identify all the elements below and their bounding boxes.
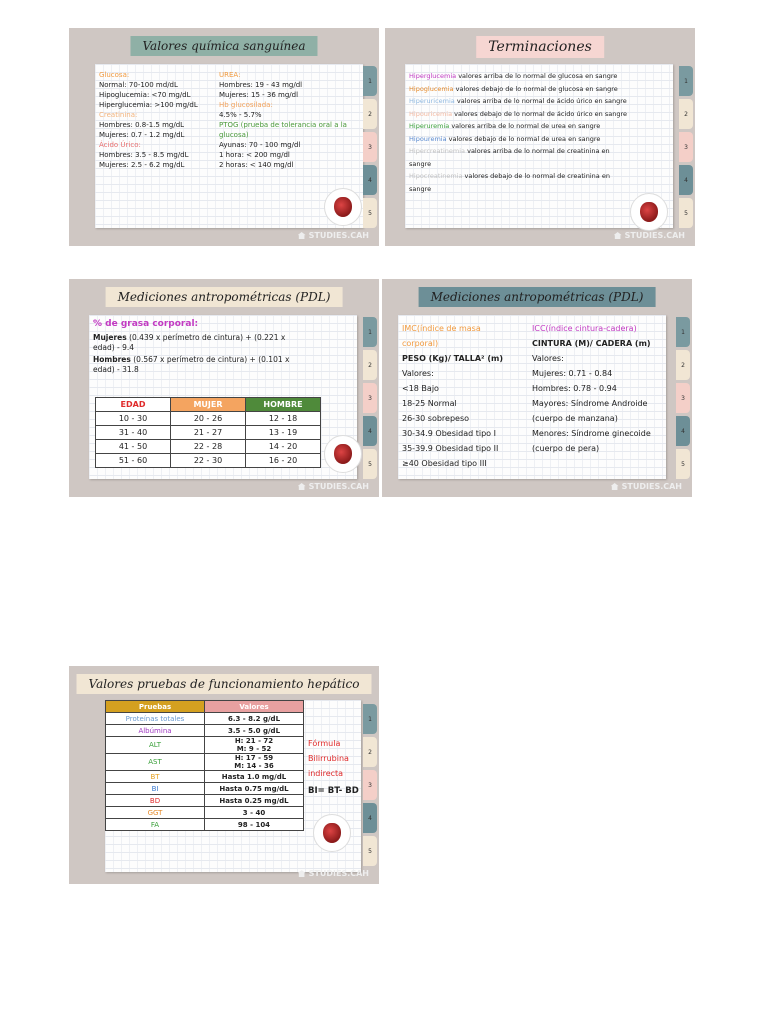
text-line: Creatinina: bbox=[99, 111, 138, 119]
formula-title-line: Bilirrubina bbox=[308, 754, 349, 763]
card-paper bbox=[95, 64, 363, 228]
house-icon bbox=[298, 870, 306, 877]
test-value-cell bbox=[205, 783, 304, 795]
house-icon bbox=[298, 232, 306, 239]
header-cell: MUJER bbox=[171, 398, 246, 412]
logo-heart bbox=[630, 193, 668, 231]
text-line: PESO (Kg)/ TALLA² (m) bbox=[402, 354, 503, 363]
text-line: ≥40 Obesidad tipo III bbox=[402, 459, 487, 468]
formula-bi: BI= BT- BD bbox=[308, 786, 359, 796]
table-row bbox=[106, 754, 304, 771]
tab-1: 1 bbox=[363, 704, 377, 734]
table-cell: 22 - 28 bbox=[171, 440, 246, 454]
text-line: 26-30 sobrepeso bbox=[402, 414, 470, 423]
definition-line bbox=[409, 183, 627, 196]
test-value-cell bbox=[205, 737, 304, 754]
text-line: Ayunas: 70 - 100 mg/dl bbox=[219, 141, 301, 149]
definition: valores debajo de lo normal de glucosa en sangre bbox=[453, 84, 618, 93]
logo-heart bbox=[324, 188, 362, 226]
mujeres-formula-text: (0.439 x perímetro de cintura) + (0.221 x bbox=[126, 333, 286, 342]
tab-4: 4 bbox=[363, 416, 377, 446]
text-line: ICC(índice cintura-cadera) bbox=[532, 324, 637, 333]
tab-3: 3 bbox=[679, 132, 693, 162]
card-title: Valores química sanguínea bbox=[130, 36, 317, 56]
table-header-row bbox=[106, 701, 304, 713]
brand-label: STUDIES.CAH bbox=[621, 482, 682, 491]
brand-label: STUDIES.CAH bbox=[308, 869, 369, 878]
tab-2: 2 bbox=[363, 350, 377, 380]
tab-2: 2 bbox=[363, 99, 377, 129]
text-line: glucosa) bbox=[219, 131, 249, 139]
tab-3: 3 bbox=[676, 383, 690, 413]
table-cell: 10 - 30 bbox=[96, 412, 171, 426]
table-row bbox=[96, 426, 321, 440]
definition: sangre bbox=[409, 184, 432, 193]
definition: valores arriba de lo normal de ácido úrico en sangre bbox=[454, 97, 627, 105]
card-paper bbox=[89, 315, 357, 479]
logo-heart bbox=[324, 435, 362, 473]
table-cell: 51 - 60 bbox=[96, 454, 171, 468]
logo-heart bbox=[313, 814, 351, 852]
test-name-cell: GGT bbox=[106, 807, 205, 819]
text-line: Hb glucosilada: bbox=[219, 101, 273, 109]
table-row bbox=[106, 737, 304, 754]
table-row bbox=[106, 819, 304, 831]
term: Hipoglucemia bbox=[409, 84, 454, 93]
heart-icon bbox=[640, 202, 658, 222]
definition-line bbox=[409, 170, 627, 183]
tab-4: 4 bbox=[679, 165, 693, 195]
column-icc bbox=[532, 321, 651, 456]
tab-3: 3 bbox=[363, 383, 377, 413]
test-name-cell: Albúmina bbox=[106, 725, 205, 737]
text-line: Hombres: 0.8-1.5 mg/dL bbox=[99, 121, 185, 129]
heart-icon bbox=[334, 197, 352, 217]
card-funcion-hepatica bbox=[69, 666, 379, 884]
test-name-cell: BT bbox=[106, 771, 205, 783]
text-line: 2 horas: < 140 mg/dl bbox=[219, 161, 294, 169]
definition-line bbox=[409, 108, 627, 121]
value-line: 3 - 40 bbox=[242, 808, 266, 817]
grasa-table bbox=[95, 397, 321, 468]
text-line: (cuerpo de manzana) bbox=[532, 414, 618, 423]
text-line: <18 Bajo bbox=[402, 384, 439, 393]
term: Hiperuricemia bbox=[409, 97, 455, 105]
text-line: Mujeres: 15 - 36 mg/dl bbox=[219, 91, 299, 99]
test-value-cell bbox=[205, 819, 304, 831]
table-row bbox=[106, 807, 304, 819]
text-line: 35-39.9 Obesidad tipo II bbox=[402, 444, 499, 453]
text-line: Hipoglucemia: <70 mg/dL bbox=[99, 91, 191, 99]
test-value-cell bbox=[205, 795, 304, 807]
text-line: Mujeres: 0.7 - 1.2 mg/dL bbox=[99, 131, 185, 139]
table-row bbox=[106, 783, 304, 795]
term: Hiperglucemia bbox=[409, 72, 457, 80]
formula-title-line: Fórmula bbox=[308, 739, 341, 748]
definition: valores debajo de lo normal de urea en sangre bbox=[446, 134, 601, 143]
tab-strip bbox=[363, 66, 377, 231]
tab-strip bbox=[679, 66, 693, 231]
text-line: Valores: bbox=[532, 354, 564, 363]
test-name-cell: AST bbox=[106, 754, 205, 771]
header-cell: Pruebas bbox=[106, 701, 205, 713]
hepatic-table bbox=[105, 700, 304, 831]
brand-footer bbox=[614, 231, 685, 240]
value-line: Hasta 1.0 mg/dL bbox=[221, 772, 287, 781]
brand-footer bbox=[298, 869, 369, 878]
test-name-cell: FA bbox=[106, 819, 205, 831]
table-row bbox=[106, 725, 304, 737]
card-title: Terminaciones bbox=[476, 36, 604, 58]
tab-strip bbox=[676, 317, 690, 482]
mujeres-formula bbox=[93, 333, 285, 353]
definition-line bbox=[409, 83, 627, 96]
table-cell: 41 - 50 bbox=[96, 440, 171, 454]
definition: valores arriba de lo normal de urea en sangre bbox=[449, 122, 601, 130]
definition-line bbox=[409, 133, 627, 146]
text-line: Ácido Úrico: bbox=[99, 141, 141, 149]
tab-2: 2 bbox=[676, 350, 690, 380]
test-name-cell: BD bbox=[106, 795, 205, 807]
card-grasa-corporal bbox=[69, 279, 379, 497]
house-icon bbox=[298, 483, 306, 490]
brand-label: STUDIES.CAH bbox=[308, 231, 369, 240]
heart-icon bbox=[323, 823, 341, 843]
table-cell: 14 - 20 bbox=[246, 440, 321, 454]
test-name-cell: ALT bbox=[106, 737, 205, 754]
table-row bbox=[96, 440, 321, 454]
text-line: Hiperglucemia: >100 mg/dL bbox=[99, 101, 198, 109]
term: Hipocreatinemia bbox=[409, 172, 463, 180]
mujeres-label: Mujeres bbox=[93, 333, 127, 342]
text-line: Valores: bbox=[402, 369, 434, 378]
definition: sangre bbox=[409, 159, 432, 168]
value-line: H: 21 - 72 bbox=[234, 737, 274, 745]
table-row bbox=[96, 412, 321, 426]
tab-1: 1 bbox=[363, 317, 377, 347]
tab-1: 1 bbox=[676, 317, 690, 347]
brand-footer bbox=[298, 231, 369, 240]
definition-line bbox=[409, 120, 627, 133]
tab-strip bbox=[363, 317, 377, 482]
heart-icon bbox=[334, 444, 352, 464]
table-row bbox=[106, 713, 304, 725]
house-icon bbox=[614, 232, 622, 239]
text-line: Glucosa: bbox=[99, 71, 130, 79]
hombres-label: Hombres bbox=[93, 355, 131, 364]
table-row bbox=[96, 454, 321, 468]
text-line: Mujeres: 0.71 - 0.84 bbox=[532, 369, 613, 378]
definition-line bbox=[409, 70, 627, 83]
table-cell: 21 - 27 bbox=[171, 426, 246, 440]
tab-5: 5 bbox=[363, 198, 377, 228]
test-value-cell bbox=[205, 754, 304, 771]
definition: valores arriba de lo normal de glucosa en sangre bbox=[456, 72, 618, 80]
test-value-cell bbox=[205, 771, 304, 783]
tab-3: 3 bbox=[363, 132, 377, 162]
text-line: PTOG (prueba de tolerancia oral a la bbox=[219, 121, 347, 129]
tab-5: 5 bbox=[676, 449, 690, 479]
formula-title bbox=[308, 736, 349, 781]
brand-label: STUDIES.CAH bbox=[624, 231, 685, 240]
hombres-formula bbox=[93, 355, 289, 375]
value-line: M: 14 - 36 bbox=[234, 762, 274, 770]
card-paper bbox=[398, 315, 666, 479]
hombres-formula-text-2: edad) - 31.8 bbox=[93, 365, 139, 374]
table-cell: 22 - 30 bbox=[171, 454, 246, 468]
brand-footer bbox=[611, 482, 682, 491]
card-title: Valores pruebas de funcionamiento hepático bbox=[77, 674, 372, 694]
tab-5: 5 bbox=[363, 449, 377, 479]
column-right bbox=[219, 70, 347, 170]
card-quimica-sanguinea bbox=[69, 28, 379, 246]
text-line: Hombres: 0.78 - 0.94 bbox=[532, 384, 617, 393]
table-cell: 20 - 26 bbox=[171, 412, 246, 426]
tab-4: 4 bbox=[676, 416, 690, 446]
test-value-cell bbox=[205, 713, 304, 725]
table-cell: 16 - 20 bbox=[246, 454, 321, 468]
house-icon bbox=[611, 483, 619, 490]
text-line: Mujeres: 2.5 - 6.2 mg/dL bbox=[99, 161, 185, 169]
definition: valores debajo de lo normal de ácido úrico en sangre bbox=[452, 109, 627, 118]
tab-5: 5 bbox=[363, 836, 377, 866]
definition-line bbox=[409, 145, 627, 158]
tab-1: 1 bbox=[679, 66, 693, 96]
text-line: Hombres: 3.5 - 8.5 mg/dL bbox=[99, 151, 189, 159]
card-title: Mediciones antropométricas (PDL) bbox=[419, 287, 656, 307]
tab-4: 4 bbox=[363, 165, 377, 195]
text-line: 4.5% - 5.7% bbox=[219, 111, 262, 119]
value-line: Hasta 0.25 mg/dL bbox=[219, 796, 289, 805]
tab-2: 2 bbox=[363, 737, 377, 767]
definition-list bbox=[409, 70, 627, 195]
brand-footer bbox=[298, 482, 369, 491]
column-imc bbox=[402, 321, 503, 471]
test-name-cell: BI bbox=[106, 783, 205, 795]
text-line: (cuerpo de pera) bbox=[532, 444, 600, 453]
header-cell: HOMBRE bbox=[246, 398, 321, 412]
value-line: 98 - 104 bbox=[237, 820, 271, 829]
card-title: Mediciones antropométricas (PDL) bbox=[106, 287, 343, 307]
text-line: Normal: 70-100 md/dL bbox=[99, 81, 178, 89]
definition-line bbox=[409, 158, 627, 171]
grasa-heading: % de grasa corporal: bbox=[93, 319, 199, 329]
text-line: Hombres: 19 - 43 mg/dl bbox=[219, 81, 303, 89]
definition: valores arriba de lo normal de creatinina en bbox=[465, 147, 610, 155]
definition: valores debajo de lo normal de creatinina en bbox=[462, 172, 610, 180]
tab-1: 1 bbox=[363, 66, 377, 96]
header-cell: EDAD bbox=[96, 398, 171, 412]
card-terminaciones bbox=[385, 28, 695, 246]
text-line: Menores: Síndrome ginecoide bbox=[532, 429, 651, 438]
text-line: 1 hora: < 200 mg/dl bbox=[219, 151, 290, 159]
text-line: 18-25 Normal bbox=[402, 399, 457, 408]
test-value-cell bbox=[205, 725, 304, 737]
text-line: 30-34.9 Obesidad tipo I bbox=[402, 429, 496, 438]
table-row bbox=[106, 795, 304, 807]
formula-title-line: indirecta bbox=[308, 769, 344, 778]
text-line: corporal) bbox=[402, 339, 439, 348]
value-line: M: 9 - 52 bbox=[236, 745, 272, 753]
definition-line bbox=[409, 95, 627, 108]
value-line: Hasta 0.75 mg/dL bbox=[219, 784, 289, 793]
value-line: 6.3 - 8.2 g/dL bbox=[227, 714, 281, 723]
tab-2: 2 bbox=[679, 99, 693, 129]
term: Hipouricemia bbox=[409, 109, 453, 118]
hombres-formula-text: (0.567 x perímetro de cintura) + (0.101 x bbox=[130, 355, 290, 364]
tab-3: 3 bbox=[363, 770, 377, 800]
tab-5: 5 bbox=[679, 198, 693, 228]
text-line: Mayores: Síndrome Androide bbox=[532, 399, 648, 408]
tab-strip bbox=[363, 704, 377, 869]
text-line: CINTURA (M)/ CADERA (m) bbox=[532, 339, 651, 348]
mujeres-formula-text-2: edad) - 9.4 bbox=[93, 343, 135, 352]
text-line: UREA: bbox=[219, 71, 241, 79]
table-cell: 31 - 40 bbox=[96, 426, 171, 440]
test-name-cell: Proteínas totales bbox=[106, 713, 205, 725]
table-row bbox=[106, 771, 304, 783]
brand-label: STUDIES.CAH bbox=[308, 482, 369, 491]
tab-4: 4 bbox=[363, 803, 377, 833]
text-line: IMC(índice de masa bbox=[402, 324, 481, 333]
term: Hipercreatinemia bbox=[409, 147, 466, 155]
column-left bbox=[99, 70, 198, 170]
header-cell: Valores bbox=[205, 701, 304, 713]
card-imc-icc bbox=[382, 279, 692, 497]
test-value-cell bbox=[205, 807, 304, 819]
table-cell: 13 - 19 bbox=[246, 426, 321, 440]
term: Hipouremia bbox=[409, 134, 447, 143]
value-line: H: 17 - 59 bbox=[234, 754, 274, 762]
table-cell: 12 - 18 bbox=[246, 412, 321, 426]
table-header-row bbox=[96, 398, 321, 412]
value-line: 3.5 - 5.0 g/dL bbox=[227, 726, 281, 735]
term: Hiperuremia bbox=[409, 122, 450, 130]
